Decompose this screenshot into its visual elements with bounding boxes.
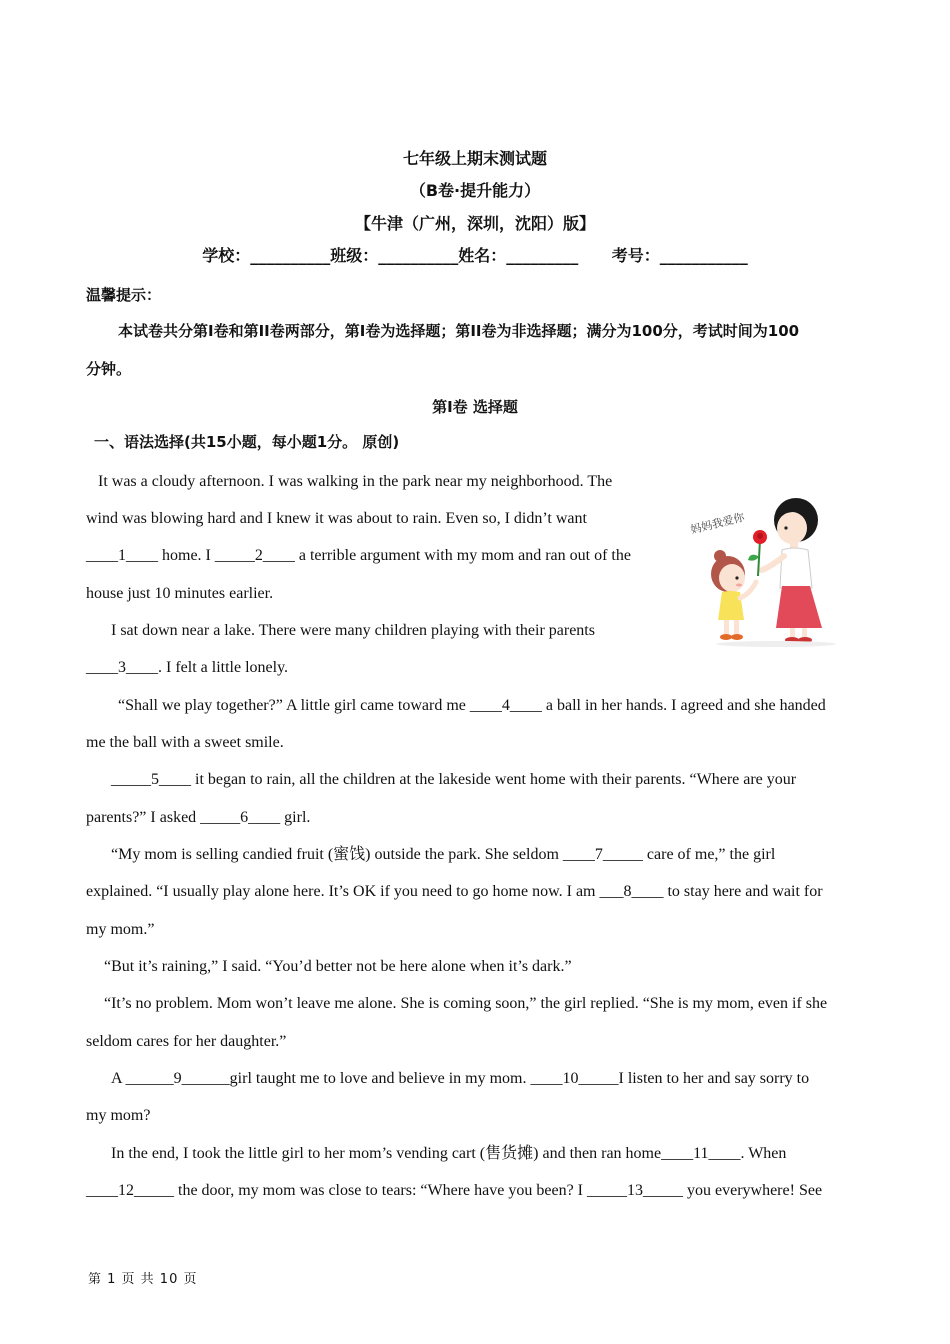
notice-text-line2: 分钟。 (86, 360, 132, 378)
illustration-graphic (684, 490, 840, 648)
notice-text-line1: 本试卷共分第I卷和第II卷两部分，第I卷为选择题；第II卷为非选择题；满分为100分，考试时间为100 (118, 322, 800, 340)
mother-daughter-rose-illustration (684, 490, 840, 648)
student-info-line: 学校：__________班级：__________姓名：_________ 考号：___________ (202, 246, 748, 265)
illustration-caption: 妈妈我爱你 (689, 510, 746, 537)
passage-line: A ______9______girl taught me to love and believe in my mom. ____10_____I listen to her and say sorry to (111, 1070, 810, 1087)
section-title: 第I卷 选择题 (432, 398, 518, 416)
section-heading: 一、语法选择(共15小题，每小题1分。 原创) (94, 433, 400, 451)
passage-line: I sat down near a lake. There were many children playing with their parents (111, 622, 595, 639)
passage-line: my mom? (86, 1107, 151, 1124)
passage-line: “It’s no problem. Mom won’t leave me alone. She is coming soon,” the girl replied. “She is my mom, even if she (104, 995, 828, 1012)
page-footer: 第 1 页 共 10 页 (88, 1272, 198, 1287)
passage-line: ____3____. I felt a little lonely. (86, 659, 289, 676)
exam-edition: 【牛津（广州，深圳，沈阳）版】 (354, 214, 595, 233)
passage-line: ____12_____ the door, my mom was close to tears: “Where have you been? I _____13_____ you everywhere! See (86, 1182, 823, 1199)
passage-line: my mom.” (86, 921, 155, 938)
passage-line: wind was blowing hard and I knew it was about to rain. Even so, I didn’t want (86, 510, 587, 527)
passage-line: It was a cloudy afternoon. I was walking in the park near my neighborhood. The (86, 473, 613, 490)
passage-line: “But it’s raining,” I said. “You’d better not be here alone when it’s dark.” (104, 958, 572, 975)
passage-line: “My mom is selling candied fruit (蜜饯) outside the park. She seldom ____7_____ care of me,” the girl (111, 846, 776, 863)
exam-subtitle: （B卷·提升能力） (409, 181, 541, 200)
notice-label: 温馨提示： (86, 286, 162, 304)
passage-line: explained. “I usually play alone here. It’s OK if you need to go home now. I am ___8____ to stay here and wait for (86, 883, 823, 900)
passage-line: In the end, I took the little girl to her mom’s vending cart (售货摊) and then ran home____11____. When (111, 1145, 787, 1162)
passage-line: _____5____ it began to rain, all the children at the lakeside went home with their parents. “Where are your (111, 771, 797, 788)
passage-line: me the ball with a sweet smile. (86, 734, 284, 751)
passage-line: parents?” I asked _____6____ girl. (86, 809, 311, 826)
passage-line: “Shall we play together?” A little girl came toward me ____4____ a ball in her hands. I agreed and she handed (118, 697, 826, 714)
passage-line: ____1____ home. I _____2____ a terrible argument with my mom and ran out of the (86, 547, 631, 564)
exam-title: 七年级上期末测试题 (402, 149, 547, 168)
passage-line: house just 10 minutes earlier. (86, 585, 274, 602)
passage-line: seldom cares for her daughter.” (86, 1033, 287, 1050)
